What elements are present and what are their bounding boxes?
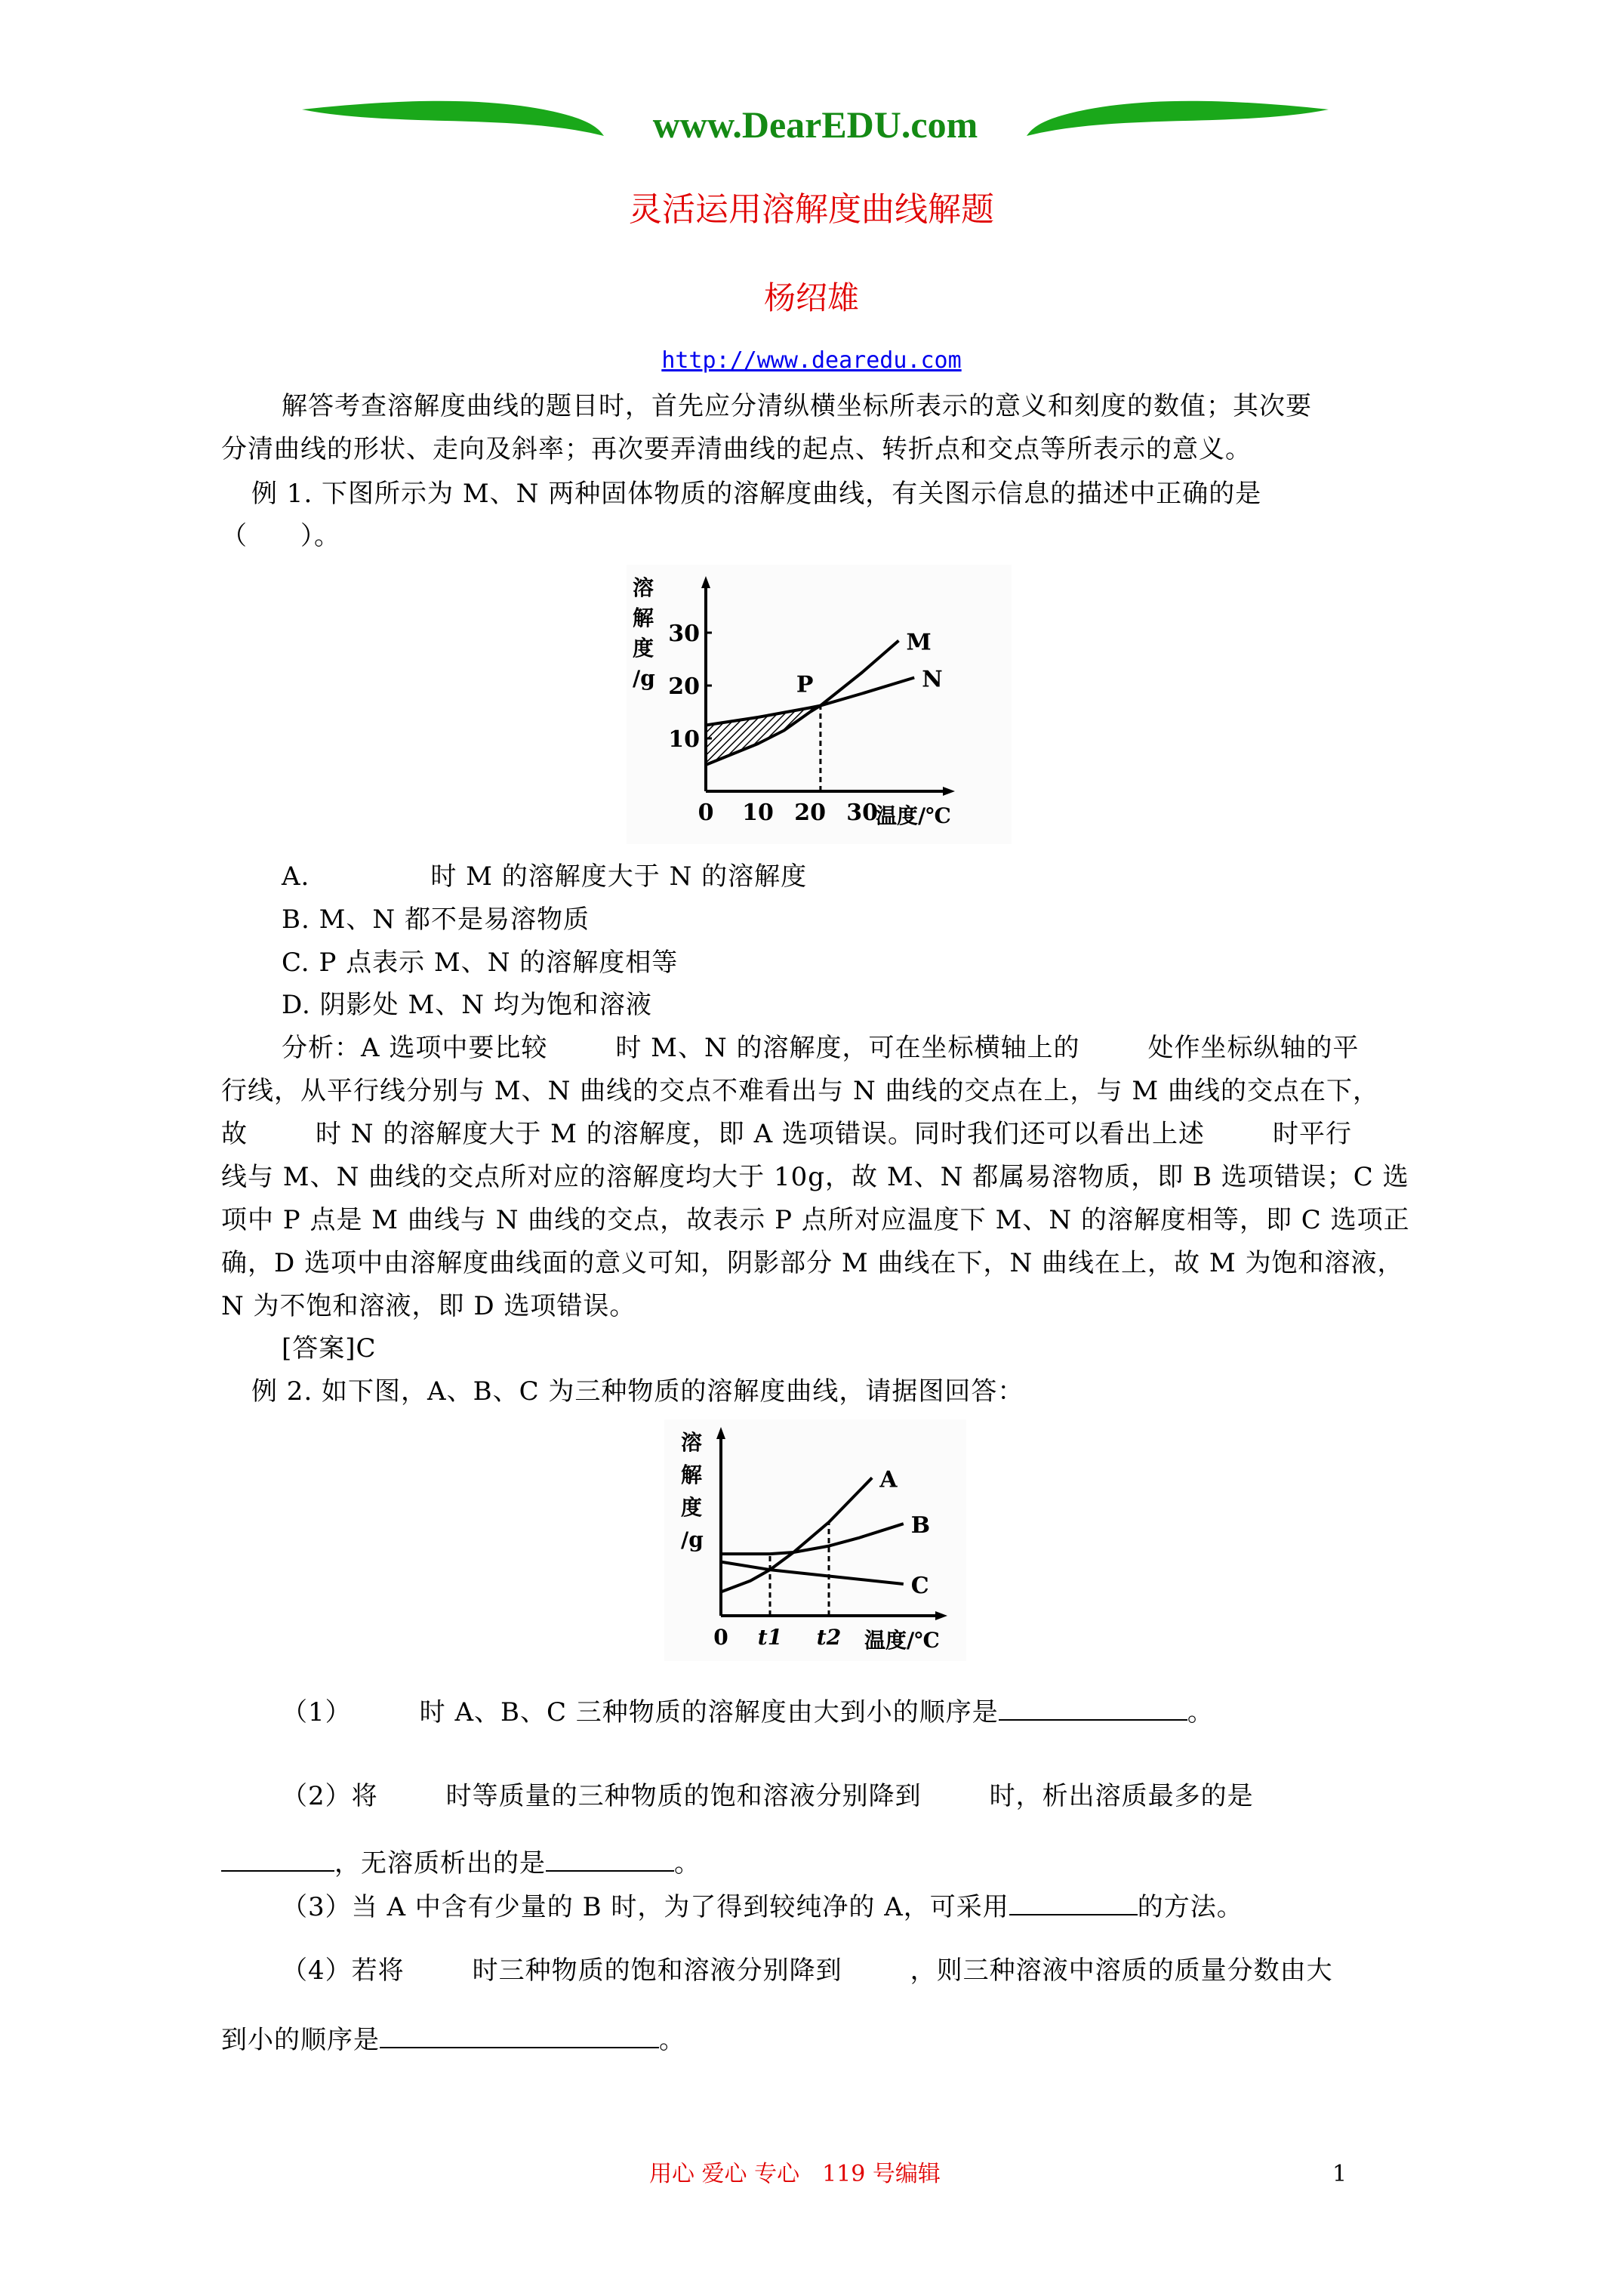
x-axis-label: 温度/℃ xyxy=(876,803,951,828)
analysis-line-4: 线与 M、N 曲线的交点所对应的溶解度均大于 10g，故 M、N 都属易溶物质，即 B 选项错误；C 选 xyxy=(221,1162,1409,1192)
analysis-line-6: 确，D 选项中由溶解度曲线面的意义可知，阴影部分 M 曲线在下，N 曲线在上，故 M 为饱和溶液， xyxy=(221,1248,1404,1278)
question-text: ，则三种溶液中溶质的质量分数由大 xyxy=(910,1955,1333,1986)
series-line-A xyxy=(721,1478,872,1592)
option-c-label: C. xyxy=(282,948,310,978)
x-tick-label: 20 xyxy=(794,800,826,826)
footer-text: 用心 爱心 专心 119 号编辑 xyxy=(649,2161,941,2187)
x-tick-label: t1 xyxy=(757,1625,783,1650)
example2-intro: 例 2. 如下图，A、B、C 为三种物质的溶解度曲线，请据图回答： xyxy=(251,1376,1024,1407)
x-tick-label: 0 xyxy=(698,800,714,826)
y-axis-label: 溶 xyxy=(633,575,654,600)
source-link[interactable]: http://www.dearedu.com xyxy=(661,347,962,374)
question-text: 到小的顺序是 xyxy=(221,2025,380,2055)
x-tick-label: t2 xyxy=(816,1625,842,1650)
x-tick-label: 10 xyxy=(742,800,774,826)
series-label-N: N xyxy=(922,666,943,693)
question-4-cont xyxy=(221,2019,1414,2062)
series-label-M: M xyxy=(906,629,932,656)
analysis-text: 分析：A 选项中要比较 xyxy=(282,1033,548,1063)
question-text: （2）将 xyxy=(282,1781,378,1811)
series-label-C: C xyxy=(910,1573,929,1599)
y-axis-label: 度 xyxy=(681,1495,703,1520)
x-tick-label: 0 xyxy=(713,1625,728,1650)
option-b-label: B. xyxy=(282,905,310,935)
analysis-line-5: 项中 P 点是 M 曲线与 N 曲线的交点，故表示 P 点所对应温度下 M、N 的溶解度相等，即 C 选项正 xyxy=(221,1205,1410,1235)
option-a-label: A. xyxy=(282,861,310,892)
example1-question-line-2: （ ）。 xyxy=(221,521,340,551)
question-text: 时，析出溶质最多的是 xyxy=(989,1781,1254,1811)
y-axis-label: 度 xyxy=(633,636,654,661)
site-logo-banner xyxy=(294,91,1336,151)
option-b xyxy=(282,898,1474,942)
y-axis-label: 解 xyxy=(633,606,654,630)
series-label-A: A xyxy=(879,1466,898,1493)
question-text: （1） xyxy=(282,1697,352,1727)
analysis-text: 故 xyxy=(221,1119,248,1149)
answer-blank[interactable] xyxy=(1009,1888,1138,1915)
y-tick-label: 10 xyxy=(668,726,700,753)
question-text: 的方法。 xyxy=(1137,1892,1243,1922)
page-number: 1 xyxy=(1332,2161,1347,2187)
x-axis-arrow-icon xyxy=(943,787,955,796)
intro-line-1: 解答考查溶解度曲线的题目时，首先应分清纵横坐标所表示的意义和刻度的数值；其次要 xyxy=(282,391,1312,421)
question-2 xyxy=(282,1775,1474,1818)
left-swoosh-icon xyxy=(302,101,604,136)
logo-text: www.DearEDU.com xyxy=(652,103,978,146)
question-text: 时 A、B、C 三种物质的溶解度由大到小的顺序是 xyxy=(419,1697,999,1727)
analysis-line-2: 行线，从平行线分别与 M、N 曲线的交点不难看出与 N 曲线的交点在上，与 M 曲线的交点在下， xyxy=(221,1076,1379,1106)
answer-blank[interactable] xyxy=(380,2021,659,2048)
y-axis-arrow-icon xyxy=(716,1427,725,1439)
option-d xyxy=(282,984,1474,1027)
right-swoosh-icon xyxy=(1027,101,1329,136)
chart-2-solubility-abc xyxy=(664,1419,966,1661)
y-axis-label: 溶 xyxy=(681,1430,703,1455)
x-axis-arrow-icon xyxy=(935,1611,947,1620)
answer-blank[interactable] xyxy=(546,1845,674,1872)
y-axis-label: 解 xyxy=(681,1462,703,1487)
option-d-label: D. xyxy=(282,990,311,1020)
question-text: 。 xyxy=(674,1848,701,1878)
chart-1-svg xyxy=(627,565,1012,844)
analysis-text: 时 N 的溶解度大于 M 的溶解度，即 A 选项错误。同时我们还可以看出上述 xyxy=(316,1119,1205,1149)
question-2-cont xyxy=(221,1842,1414,1885)
author-name: 杨绍雄 xyxy=(763,279,859,316)
option-c xyxy=(282,942,1474,985)
y-tick-label: 20 xyxy=(668,673,700,700)
answer-line: [答案]C xyxy=(282,1333,377,1364)
question-3 xyxy=(282,1886,1474,1929)
series-label-B: B xyxy=(910,1512,931,1539)
question-text: 时等质量的三种物质的饱和溶液分别降到 xyxy=(445,1781,922,1811)
y-axis-label: /g xyxy=(681,1527,704,1552)
x-axis-label: 温度/℃ xyxy=(864,1628,940,1653)
analysis-line-1 xyxy=(282,1027,1474,1070)
option-d-text: 阴影处 M、N 均为饱和溶液 xyxy=(319,990,652,1020)
series-line-B xyxy=(721,1524,904,1554)
x-tick-label: 30 xyxy=(846,800,879,826)
question-4 xyxy=(282,1949,1474,1992)
page-title: 灵活运用溶解度曲线解题 xyxy=(629,190,994,229)
question-text: 时三种物质的饱和溶液分别降到 xyxy=(472,1955,842,1986)
intro-line-2: 分清曲线的形状、走向及斜率；再次要弄清曲线的起点、转折点和交点等所表示的意义。 xyxy=(221,434,1252,464)
question-text: ，无溶质析出的是 xyxy=(334,1848,546,1878)
question-text: （3）当 A 中含有少量的 B 时，为了得到较纯净的 A，可采用 xyxy=(282,1892,1009,1922)
y-axis-arrow-icon xyxy=(701,576,710,588)
logo-swoosh xyxy=(294,91,1336,151)
analysis-text: 时 M、N 的溶解度，可在坐标横轴上的 xyxy=(615,1033,1080,1063)
option-a-text: 时 M 的溶解度大于 N 的溶解度 xyxy=(430,861,808,892)
question-text: （4）若将 xyxy=(282,1955,405,1986)
option-a xyxy=(282,855,1474,898)
option-c-text: P 点表示 M、N 的溶解度相等 xyxy=(319,948,679,978)
y-axis-label: /g xyxy=(633,666,655,691)
y-tick-label: 30 xyxy=(668,621,700,647)
analysis-line-7: N 为不饱和溶液，即 D 选项错误。 xyxy=(221,1291,636,1321)
answer-blank[interactable] xyxy=(999,1693,1187,1721)
question-1 xyxy=(282,1691,1474,1734)
analysis-line-3 xyxy=(221,1113,1414,1156)
analysis-text: 时平行 xyxy=(1272,1119,1352,1149)
chart-1-solubility-mn xyxy=(627,565,1012,844)
analysis-text: 处作坐标纵轴的平 xyxy=(1147,1033,1360,1063)
question-text: 。 xyxy=(659,2025,685,2055)
point-label-P: P xyxy=(796,671,814,698)
question-text: 。 xyxy=(1187,1697,1214,1727)
option-b-text: M、N 都不是易溶物质 xyxy=(319,905,590,935)
chart-2-svg xyxy=(664,1419,966,1661)
answer-blank[interactable] xyxy=(221,1845,334,1872)
source-link-container xyxy=(0,346,1623,376)
example1-question-line-1: 例 1. 下图所示为 M、N 两种固体物质的溶解度曲线，有关图示信息的描述中正确的是 xyxy=(251,479,1262,509)
shaded-region xyxy=(706,706,821,765)
